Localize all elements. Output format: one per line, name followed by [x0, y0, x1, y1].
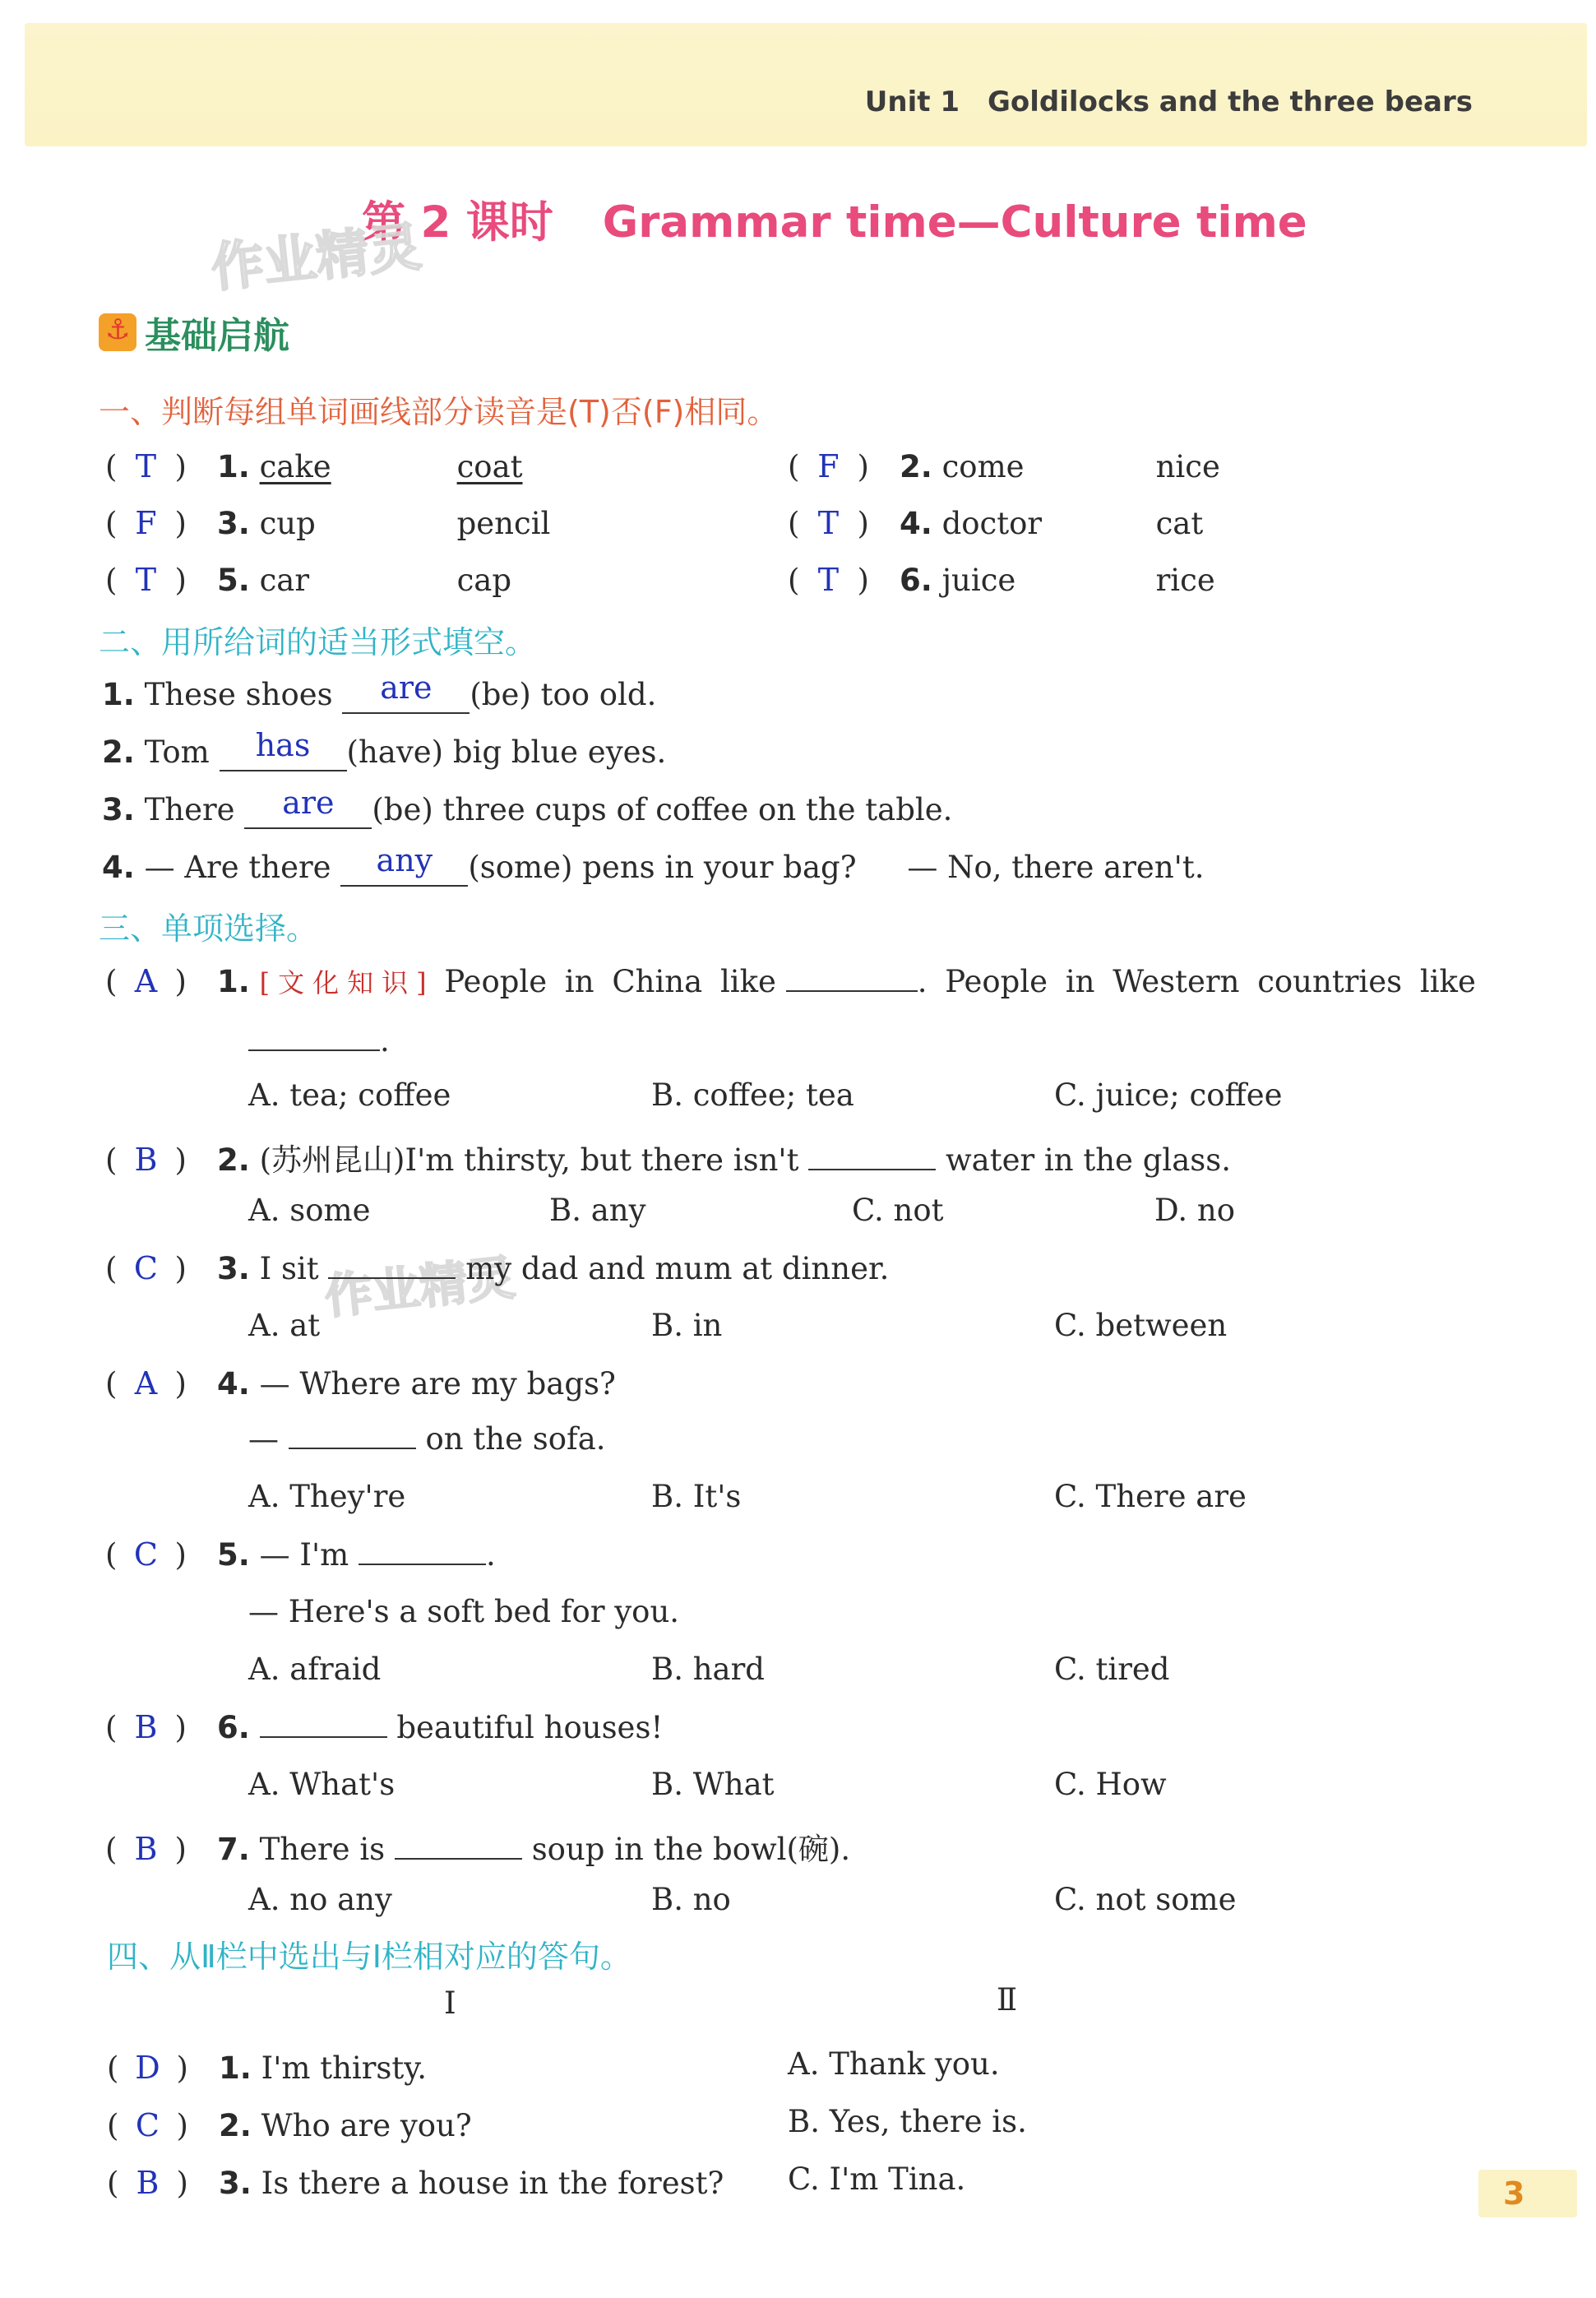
question-text: .: [485, 1537, 496, 1573]
options-row: [248, 1077, 1283, 1113]
question-number: 4.: [217, 1366, 250, 1402]
answer: B: [134, 1142, 158, 1178]
question-number: 2.: [217, 1142, 250, 1178]
option: B. What: [651, 1767, 775, 1802]
question-text: — I'm: [259, 1537, 349, 1573]
question-text: (be) too old.: [470, 677, 657, 712]
word: come: [941, 449, 1025, 484]
list-item: [248, 1594, 679, 1629]
option: A. Thank you.: [788, 2046, 1000, 2082]
options-row: [248, 1882, 1237, 1917]
part3-title: 三、单项选择。: [99, 910, 318, 947]
answer-blank: [395, 1858, 522, 1860]
question-number: 4.: [900, 506, 932, 541]
question-text: water in the glass.: [945, 1142, 1232, 1178]
option: A. at: [248, 1308, 321, 1343]
option: B. coffee; tea: [651, 1077, 854, 1113]
answer: T: [135, 562, 157, 598]
answer-blank: [328, 1277, 456, 1279]
question-text: — Here's a soft bed for you.: [248, 1594, 680, 1629]
option: C. There are: [1054, 1479, 1247, 1514]
question-text: my dad and mum at dinner.: [465, 1251, 890, 1286]
list-item: [248, 1023, 390, 1059]
question-number: 5.: [217, 563, 250, 598]
answer-blank: [342, 669, 470, 714]
answer: T: [817, 562, 840, 598]
question-text: Who are you?: [261, 2108, 472, 2143]
list-item: ( C ) 3. I sit my dad and mum at dinner.: [105, 1250, 890, 1286]
answer: are: [282, 785, 335, 821]
answer-blank: [340, 842, 468, 887]
options-row: [248, 1479, 1247, 1514]
question-text: Tom: [144, 734, 210, 770]
word: car: [259, 563, 310, 598]
question-number: 5.: [217, 1537, 250, 1573]
option: B. Yes, there is.: [788, 2104, 1027, 2139]
option: A. tea; coffee: [248, 1077, 451, 1113]
question-text: There: [144, 792, 235, 827]
option: A. What's: [248, 1767, 396, 1802]
list-item: ( B ) 3. Is there a house in the forest?: [107, 2165, 724, 2201]
answer-blank: [289, 1448, 416, 1449]
option: B. hard: [651, 1652, 765, 1687]
word: cat: [1155, 506, 1204, 541]
answer: B: [134, 1831, 158, 1867]
column-header: Ⅰ: [444, 1985, 456, 2021]
question-text: —: [248, 1421, 279, 1457]
option: D. no: [1154, 1193, 1235, 1228]
question-number: 3.: [217, 1251, 250, 1286]
question-text: These shoes: [144, 677, 333, 712]
word: pencil: [456, 506, 551, 541]
lesson-topic: Grammar time—Culture time: [602, 197, 1307, 248]
option: C. between: [1054, 1308, 1228, 1343]
word: rice: [1155, 563, 1215, 598]
option: B. any: [549, 1193, 646, 1228]
list-item: [248, 1421, 606, 1457]
watermark-logo: 作业精灵: [208, 216, 424, 300]
option: B. It's: [651, 1479, 742, 1514]
answer: B: [136, 2165, 160, 2201]
part2-title: 二、用所给词的适当形式填空。: [99, 624, 537, 660]
question-text: beautiful houses!: [396, 1710, 664, 1745]
column-header: Ⅱ: [997, 1982, 1018, 2018]
question-number: 3.: [219, 2166, 252, 2201]
question-text: on the sofa.: [425, 1421, 606, 1457]
list-item: ( T ) 1. cake coat: [105, 448, 523, 484]
answer: F: [135, 505, 157, 541]
question-number: 1.: [219, 2050, 252, 2086]
options-row: [248, 1767, 1167, 1802]
answer: F: [817, 448, 840, 484]
answer: any: [376, 842, 433, 878]
question-number: 2.: [219, 2108, 252, 2143]
answer: C: [133, 1536, 158, 1573]
page-title: [362, 188, 1307, 250]
list-item: ( B ) 6. beautiful houses!: [105, 1709, 664, 1745]
options-row: [248, 1308, 1227, 1343]
question-number: 2.: [102, 734, 135, 770]
part4-title: 四、从Ⅱ栏中选出与Ⅰ栏相对应的答句。: [107, 1939, 631, 1975]
option: A. afraid: [248, 1652, 382, 1687]
list-item: ( C ) 5. — I'm .: [105, 1536, 496, 1573]
option: B. in: [651, 1308, 723, 1343]
list-item: ( A ) 1. [文化知识] People in China like . People in Western countries like: [105, 963, 1476, 999]
answer: A: [134, 1365, 158, 1402]
question-text: Is there a house in the forest?: [261, 2166, 724, 2201]
list-item: ( T ) 4. doctor cat: [788, 505, 1204, 541]
question-text: I sit: [259, 1251, 319, 1286]
word: coat: [456, 449, 523, 484]
answer-blank: [786, 990, 918, 992]
question-text: There is: [259, 1832, 386, 1867]
answer: A: [134, 963, 158, 999]
question-number: 1.: [217, 449, 250, 484]
question-number: 1.: [102, 677, 135, 712]
answer: are: [380, 669, 433, 706]
unit-topic: Goldilocks and the three bears: [988, 86, 1473, 118]
question-number: 2.: [900, 449, 932, 484]
question-text: . People in Western countries like: [917, 964, 1476, 999]
section-title: 基础启航: [145, 315, 289, 357]
option: C. not some: [1054, 1882, 1237, 1917]
question-number: 6.: [900, 563, 932, 598]
answer-blank: [808, 1169, 936, 1170]
anchor-icon: [99, 313, 136, 351]
page-number: 3: [1478, 2170, 1577, 2217]
word: cake: [259, 449, 331, 484]
part1-title: 一、判断每组单词画线部分读音是(T)否(F)相同。: [99, 394, 779, 430]
header-text: [865, 86, 1473, 118]
list-item: [102, 727, 667, 771]
answer: C: [135, 2107, 160, 2143]
question-number: 1.: [217, 964, 250, 999]
answer-blank: [220, 727, 347, 771]
unit-label: Unit 1: [864, 86, 960, 118]
answer: B: [134, 1709, 158, 1745]
option: C. not: [852, 1193, 944, 1228]
word: doctor: [941, 506, 1043, 541]
options-row: [248, 1193, 1235, 1228]
answer: T: [817, 505, 840, 541]
option: C. How: [1054, 1767, 1167, 1802]
question-text: — Are there: [144, 850, 331, 885]
answer: T: [135, 448, 157, 484]
question-text: I'm thirsty.: [261, 2050, 428, 2086]
list-item: ( T ) 6. juice rice: [788, 562, 1215, 598]
list-item: ( F ) 3. cup pencil: [105, 505, 551, 541]
reply-text: — No, there aren't.: [907, 850, 1205, 885]
list-item: ( C ) 2. Who are you?: [107, 2107, 472, 2143]
word: cap: [456, 563, 512, 598]
answer-blank: [359, 1564, 486, 1565]
question-number: 3.: [102, 792, 135, 827]
option: B. no: [651, 1882, 731, 1917]
list-item: [102, 842, 1205, 887]
list-item: [102, 669, 657, 714]
list-item: ( A ) 4. — Where are my bags?: [105, 1365, 616, 1402]
list-item: ( T ) 5. car cap: [105, 562, 512, 598]
option: C. juice; coffee: [1054, 1077, 1283, 1113]
question-text: (be) three cups of coffee on the table.: [372, 792, 953, 827]
watermark-logo: 作业精灵: [322, 1249, 518, 1325]
option: A. no any: [248, 1882, 392, 1917]
question-text: (have) big blue eyes.: [346, 734, 667, 770]
section-heading: [99, 306, 289, 359]
list-item: ( B ) 7. There is soup in the bowl(碗).: [105, 1831, 851, 1867]
options-row: [248, 1652, 1169, 1687]
list-item: [102, 785, 953, 829]
answer: D: [135, 2050, 160, 2086]
option: C. I'm Tina.: [788, 2161, 966, 2197]
question-text: (some) pens in your bag?: [468, 850, 857, 885]
option: A. They're: [248, 1479, 406, 1514]
answer-blank: [248, 1049, 380, 1051]
question-number: 4.: [102, 850, 135, 885]
question-text: — Where are my bags?: [259, 1366, 616, 1402]
list-item: ( B ) 2. (苏州昆山)I'm thirsty, but there isn't water in the glass.: [105, 1142, 1232, 1178]
word: cup: [259, 506, 316, 541]
answer-blank: [244, 785, 372, 829]
answer: has: [255, 727, 311, 763]
option: A. some: [248, 1193, 371, 1228]
question-text: (苏州昆山)I'm thirsty, but there isn't: [259, 1142, 799, 1178]
word: juice: [941, 563, 1016, 598]
header-bar: [25, 23, 1587, 146]
list-item: ( D ) 1. I'm thirsty.: [107, 2050, 428, 2086]
answer-blank: [260, 1736, 387, 1738]
culture-tag: [文化知识]: [259, 967, 435, 998]
question-text: soup in the bowl(碗).: [531, 1832, 851, 1867]
lesson-label: 第 2 课时: [362, 197, 553, 248]
question-number: 6.: [217, 1710, 250, 1745]
question-text: People in China like: [444, 964, 776, 999]
answer: C: [133, 1250, 158, 1286]
list-item: ( F ) 2. come nice: [788, 448, 1220, 484]
question-number: 3.: [217, 506, 250, 541]
question-text: .: [380, 1023, 390, 1059]
question-number: 7.: [217, 1832, 250, 1867]
word: nice: [1155, 449, 1220, 484]
option: C. tired: [1054, 1652, 1170, 1687]
